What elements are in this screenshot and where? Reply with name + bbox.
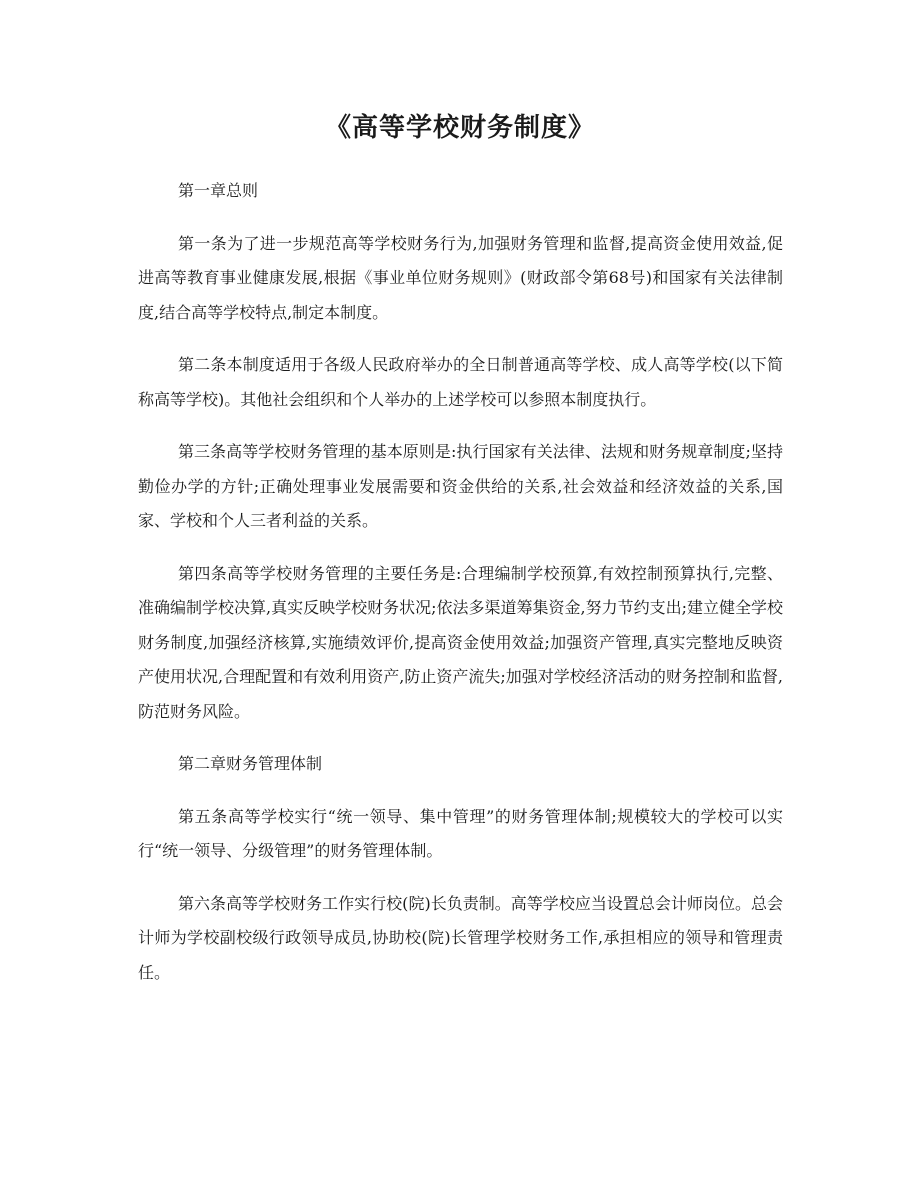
document-body — [138, 174, 783, 1008]
article-2: 第二条本制度适用于各级人民政府举办的全日制普通高等学校、成人高等学校(以下简称高等学校)。其他社会组织和个人举办的上述学校可以参照本制度执行。 — [138, 355, 783, 409]
article-1: 第一条为了进一步规范高等学校财务行为,加强财务管理和监督,提高资金使用效益,促进高等教育事业健康发展,根据《事业单位财务规则》(财政部令第68号)和国家有关法律制度,结合高等学校特点,制定本制度。 — [138, 233, 783, 322]
article-4: 第四条高等学校财务管理的主要任务是:合理编制学校预算,有效控制预算执行,完整、准确编制学校决算,真实反映学校财务状况;依法多渠道筹集资金,努力节约支出;建立健全学校财务制度,加强经济核算,实施绩效评价,提高资金使用效益;加强资产管理,真实完整地反映资产使用状况,合理配置和有效利用资产,防止资产流失;加强对学校经济活动的财务控制和监督,防范财务风险。 — [138, 563, 783, 721]
article-3: 第三条高等学校财务管理的基本原则是:执行国家有关法律、法规和财务规章制度;坚持勤俭办学的方针;正确处理事业发展需要和资金供给的关系,社会效益和经济效益的关系,国家、学校和个人三者利益的关系。 — [138, 442, 783, 530]
document-title: 《高等学校财务制度》 — [324, 113, 595, 143]
article-6: 第六条高等学校财务工作实行校(院)长负责制。高等学校应当设置总会计师岗位。总会计师为学校副校级行政领导成员,协助校(院)长管理学校财务工作,承担相应的领导和管理责任。 — [138, 893, 783, 982]
article-5: 第五条高等学校实行“统一领导、集中管理”的财务管理体制;规模较大的学校可以实行“统一领导、分级管理”的财务管理体制。 — [138, 806, 783, 860]
chapter-heading-1: 第一章总则 — [178, 181, 259, 200]
chapter-heading-2: 第二章财务管理体制 — [178, 754, 323, 773]
